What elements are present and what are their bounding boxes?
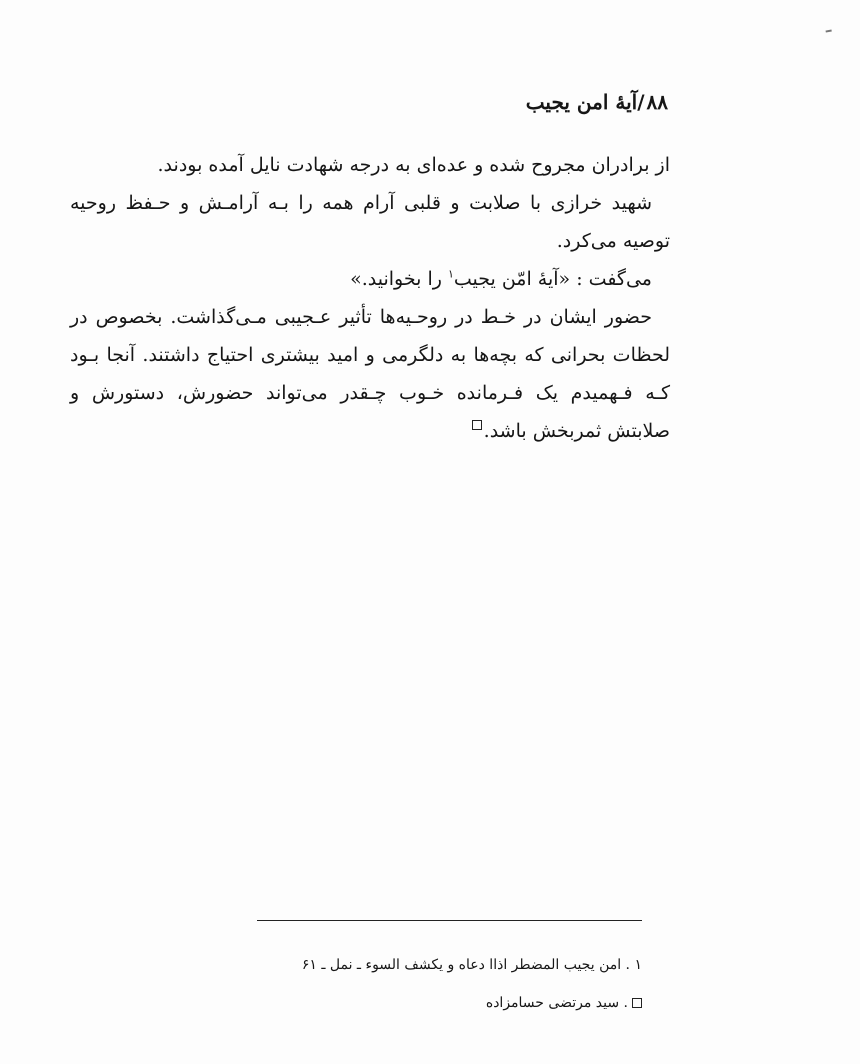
footnote-separator (257, 920, 642, 921)
footnote-2-text: . سید مرتضی حسامزاده (485, 995, 628, 1011)
footnote-reference: ۱ (447, 267, 454, 281)
paragraph-2: شهید خرازی با صلابت و قلبی آرام همه را بـه آرامـش و حـفظ روحیه توصیه می‌کرد. (70, 192, 670, 252)
footnote-2 (302, 984, 642, 1022)
body-text (70, 146, 670, 450)
scan-corner-mark (826, 30, 833, 37)
paragraph-1: از برادران مجروح شده و عده‌ای به درجه شهادت نایل آمده بودند. (157, 154, 670, 176)
footnote-1: ۱ . امن یجیب المضطر اذاا دعاه و یکشف السوء ـ نمل ـ ۶۱ (301, 957, 642, 973)
end-square-icon (472, 420, 482, 430)
quote-end: را بخوانید.» (350, 268, 448, 290)
square-marker-icon (632, 998, 642, 1008)
paragraph-4-text: حضور ایشان در خـط در روحـیه‌ها تأثیر عـجیبی مـی‌گذاشت. بخصوص در لحظات بحرانی که بچه‌ها به دلگرمی و امید بیشتری احتیاج داشتند. آنجا بـود کـه فـهمیدم یک فـرمانده خـوب چـقدر می‌تواند حضورش، دستورش و صلابتش ثمربخش باشد. (70, 306, 670, 442)
page-number: ۸۸ (646, 90, 668, 114)
running-title: آیهٔ امن یجیب (525, 90, 638, 114)
paragraph-3 (70, 260, 670, 298)
header-separator: / (637, 90, 645, 114)
footnotes (302, 946, 642, 1022)
page-header (526, 90, 668, 114)
quote-text: می‌گفت : «آیهٔ امّن یجیب (453, 268, 652, 290)
paragraph-4 (70, 298, 670, 450)
